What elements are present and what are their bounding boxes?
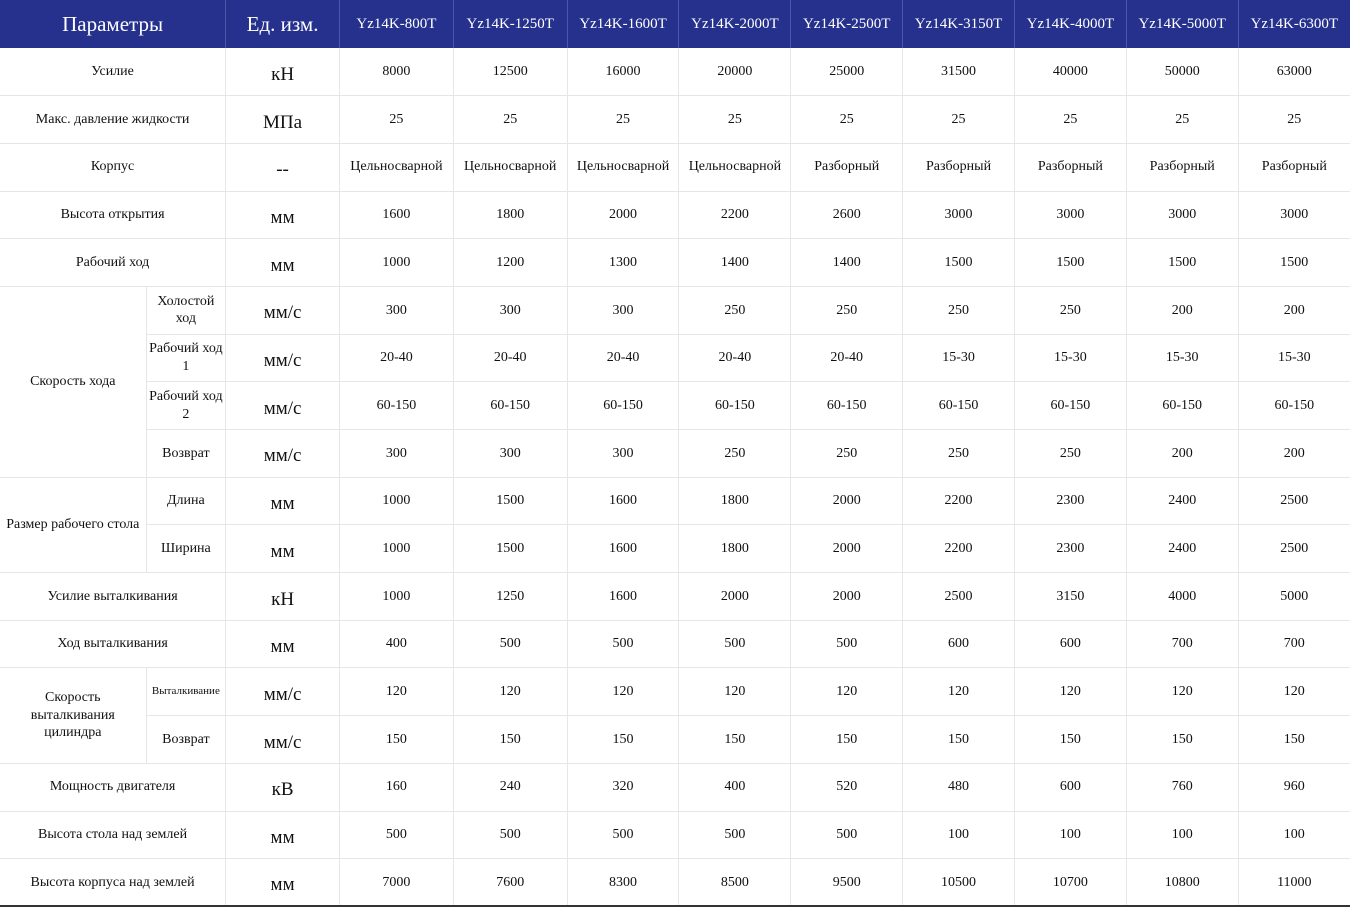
value-cell: 250 (903, 286, 1015, 334)
value-cell: 700 (1126, 620, 1238, 668)
unit-cell: мм (226, 811, 340, 859)
value-cell: 200 (1126, 286, 1238, 334)
value-cell: 11000 (1238, 859, 1350, 907)
value-cell: 2500 (1238, 477, 1350, 525)
value-cell: 300 (567, 286, 679, 334)
param-label: Высота стола над землей (0, 811, 226, 859)
value-cell: 1600 (339, 191, 453, 239)
value-cell: 60-150 (1014, 382, 1126, 430)
value-cell: 25000 (791, 48, 903, 96)
value-cell: 1300 (567, 239, 679, 287)
value-cell: 760 (1126, 763, 1238, 811)
value-cell: 150 (903, 716, 1015, 764)
value-cell: 120 (903, 668, 1015, 716)
value-cell: 60-150 (903, 382, 1015, 430)
value-cell: 4000 (1126, 573, 1238, 621)
value-cell: 20-40 (339, 334, 453, 382)
value-cell: 120 (679, 668, 791, 716)
table-row (0, 286, 1350, 334)
value-cell: 120 (1238, 668, 1350, 716)
value-cell: 2400 (1126, 477, 1238, 525)
value-cell: 2200 (903, 477, 1015, 525)
value-cell: 500 (567, 620, 679, 668)
value-cell: 10500 (903, 859, 1015, 907)
value-cell: 250 (679, 430, 791, 478)
value-cell: 250 (1014, 286, 1126, 334)
value-cell: Цельносварной (339, 143, 453, 191)
unit-cell: кН (226, 573, 340, 621)
value-cell: 20000 (679, 48, 791, 96)
value-cell: 15-30 (1014, 334, 1126, 382)
table-row (0, 525, 1350, 573)
unit-cell: мм (226, 191, 340, 239)
header-model: Yz14K-4000T (1014, 0, 1126, 48)
sub-param-label: Возврат (146, 430, 226, 478)
value-cell: 3150 (1014, 573, 1126, 621)
value-cell: 600 (903, 620, 1015, 668)
value-cell: 1000 (339, 573, 453, 621)
unit-cell: кВ (226, 763, 340, 811)
value-cell: 1200 (453, 239, 567, 287)
value-cell: 500 (679, 620, 791, 668)
unit-cell: мм/с (226, 668, 340, 716)
value-cell: 520 (791, 763, 903, 811)
value-cell: 2500 (903, 573, 1015, 621)
value-cell: 600 (1014, 620, 1126, 668)
value-cell: 1250 (453, 573, 567, 621)
value-cell: 2200 (679, 191, 791, 239)
value-cell: 150 (567, 716, 679, 764)
table-row (0, 477, 1350, 525)
value-cell: 2000 (791, 525, 903, 573)
value-cell: 2500 (1238, 525, 1350, 573)
header-parameters: Параметры (0, 0, 226, 48)
header-model: Yz14K-1600T (567, 0, 679, 48)
value-cell: 960 (1238, 763, 1350, 811)
param-label: Рабочий ход (0, 239, 226, 287)
value-cell: 150 (453, 716, 567, 764)
value-cell: 1500 (903, 239, 1015, 287)
value-cell: 20-40 (791, 334, 903, 382)
value-cell: 2300 (1014, 477, 1126, 525)
unit-cell: мм (226, 239, 340, 287)
param-label: Макс. давление жидкости (0, 96, 226, 144)
value-cell: Разборный (791, 143, 903, 191)
value-cell: 1000 (339, 477, 453, 525)
value-cell: 1400 (791, 239, 903, 287)
value-cell: 60-150 (679, 382, 791, 430)
value-cell: 25 (679, 96, 791, 144)
value-cell: 2300 (1014, 525, 1126, 573)
sub-param-label: Рабочий ход 2 (146, 382, 226, 430)
value-cell: 3000 (1014, 191, 1126, 239)
sub-param-label: Возврат (146, 716, 226, 764)
unit-cell: мм (226, 620, 340, 668)
sub-param-label: Длина (146, 477, 226, 525)
param-label: Корпус (0, 143, 226, 191)
value-cell: 500 (679, 811, 791, 859)
value-cell: 25 (791, 96, 903, 144)
value-cell: 3000 (903, 191, 1015, 239)
value-cell: 400 (339, 620, 453, 668)
value-cell: Разборный (1238, 143, 1350, 191)
table-row (0, 382, 1350, 430)
param-label: Усилие выталкивания (0, 573, 226, 621)
header-model: Yz14K-6300T (1238, 0, 1350, 48)
value-cell: 700 (1238, 620, 1350, 668)
unit-cell: мм (226, 859, 340, 907)
value-cell: 150 (791, 716, 903, 764)
value-cell: 1400 (679, 239, 791, 287)
table-row (0, 239, 1350, 287)
value-cell: 2200 (903, 525, 1015, 573)
value-cell: 2600 (791, 191, 903, 239)
value-cell: 250 (791, 430, 903, 478)
header-unit: Ед. изм. (226, 0, 340, 48)
value-cell: 500 (453, 811, 567, 859)
value-cell: 500 (567, 811, 679, 859)
value-cell: 1800 (679, 525, 791, 573)
value-cell: Цельносварной (567, 143, 679, 191)
value-cell: 200 (1238, 286, 1350, 334)
value-cell: 2000 (791, 477, 903, 525)
value-cell: 60-150 (1238, 382, 1350, 430)
value-cell: 20-40 (453, 334, 567, 382)
value-cell: 240 (453, 763, 567, 811)
value-cell: 15-30 (903, 334, 1015, 382)
value-cell: 25 (453, 96, 567, 144)
value-cell: 250 (903, 430, 1015, 478)
param-label: Размер рабочего стола (0, 477, 146, 572)
param-label: Высота открытия (0, 191, 226, 239)
param-label: Мощность двигателя (0, 763, 226, 811)
value-cell: 2000 (791, 573, 903, 621)
value-cell: 250 (1014, 430, 1126, 478)
value-cell: 120 (791, 668, 903, 716)
value-cell: 480 (903, 763, 1015, 811)
value-cell: 300 (339, 286, 453, 334)
value-cell: Разборный (903, 143, 1015, 191)
value-cell: 25 (339, 96, 453, 144)
unit-cell: мм/с (226, 716, 340, 764)
value-cell: 1800 (453, 191, 567, 239)
value-cell: 15-30 (1126, 334, 1238, 382)
value-cell: 1600 (567, 573, 679, 621)
value-cell: 120 (567, 668, 679, 716)
value-cell: 500 (453, 620, 567, 668)
unit-cell: мм/с (226, 430, 340, 478)
value-cell: 1600 (567, 525, 679, 573)
value-cell: 1500 (453, 477, 567, 525)
table-row (0, 143, 1350, 191)
value-cell: 300 (567, 430, 679, 478)
value-cell: 1000 (339, 239, 453, 287)
value-cell: 15-30 (1238, 334, 1350, 382)
table-row (0, 620, 1350, 668)
table-row (0, 668, 1350, 716)
sub-param-label: Холостой ход (146, 286, 226, 334)
header-model: Yz14K-2500T (791, 0, 903, 48)
value-cell: 600 (1014, 763, 1126, 811)
unit-cell: мм/с (226, 334, 340, 382)
value-cell: 400 (679, 763, 791, 811)
sub-param-label: Выталкивание (146, 668, 226, 716)
value-cell: 25 (903, 96, 1015, 144)
value-cell: 1600 (567, 477, 679, 525)
table-row (0, 334, 1350, 382)
value-cell: 3000 (1238, 191, 1350, 239)
value-cell: 300 (453, 430, 567, 478)
value-cell: 25 (1126, 96, 1238, 144)
value-cell: 20-40 (567, 334, 679, 382)
value-cell: 63000 (1238, 48, 1350, 96)
value-cell: 100 (1238, 811, 1350, 859)
value-cell: 150 (339, 716, 453, 764)
table-row (0, 96, 1350, 144)
value-cell: 7000 (339, 859, 453, 907)
value-cell: 60-150 (453, 382, 567, 430)
table-row (0, 430, 1350, 478)
header-model: Yz14K-800T (339, 0, 453, 48)
value-cell: 120 (1014, 668, 1126, 716)
header-model: Yz14K-3150T (903, 0, 1015, 48)
sub-param-label: Ширина (146, 525, 226, 573)
value-cell: 500 (791, 620, 903, 668)
value-cell: 150 (1014, 716, 1126, 764)
value-cell: 31500 (903, 48, 1015, 96)
table-row (0, 191, 1350, 239)
value-cell: 25 (1238, 96, 1350, 144)
table-row (0, 716, 1350, 764)
value-cell: Разборный (1014, 143, 1126, 191)
unit-cell: кН (226, 48, 340, 96)
value-cell: 100 (903, 811, 1015, 859)
value-cell: 500 (791, 811, 903, 859)
value-cell: 7600 (453, 859, 567, 907)
param-label: Ход выталкивания (0, 620, 226, 668)
value-cell: 25 (567, 96, 679, 144)
value-cell: 200 (1126, 430, 1238, 478)
value-cell: 25 (1014, 96, 1126, 144)
unit-cell: мм (226, 525, 340, 573)
param-label: Высота корпуса над землей (0, 859, 226, 907)
table-row (0, 763, 1350, 811)
value-cell: 60-150 (1126, 382, 1238, 430)
value-cell: 12500 (453, 48, 567, 96)
header-row (0, 0, 1350, 48)
value-cell: 2000 (567, 191, 679, 239)
value-cell: 120 (1126, 668, 1238, 716)
table-row (0, 811, 1350, 859)
value-cell: 50000 (1126, 48, 1238, 96)
header-model: Yz14K-5000T (1126, 0, 1238, 48)
unit-cell: мм/с (226, 382, 340, 430)
value-cell: 1500 (453, 525, 567, 573)
table-row (0, 48, 1350, 96)
param-label: Скорость хода (0, 286, 146, 477)
value-cell: 20-40 (679, 334, 791, 382)
value-cell: 60-150 (567, 382, 679, 430)
value-cell: 150 (1238, 716, 1350, 764)
value-cell: 2000 (679, 573, 791, 621)
value-cell: 60-150 (339, 382, 453, 430)
value-cell: 150 (679, 716, 791, 764)
header-model: Yz14K-2000T (679, 0, 791, 48)
value-cell: 10800 (1126, 859, 1238, 907)
unit-cell: МПа (226, 96, 340, 144)
value-cell: 1500 (1014, 239, 1126, 287)
value-cell: 100 (1126, 811, 1238, 859)
value-cell: 200 (1238, 430, 1350, 478)
value-cell: 5000 (1238, 573, 1350, 621)
value-cell: 40000 (1014, 48, 1126, 96)
table-row (0, 859, 1350, 907)
value-cell: 2400 (1126, 525, 1238, 573)
value-cell: 120 (339, 668, 453, 716)
value-cell: 120 (453, 668, 567, 716)
header-model: Yz14K-1250T (453, 0, 567, 48)
value-cell: 160 (339, 763, 453, 811)
value-cell: 10700 (1014, 859, 1126, 907)
value-cell: 1000 (339, 525, 453, 573)
value-cell: 150 (1126, 716, 1238, 764)
value-cell: 250 (679, 286, 791, 334)
value-cell: Разборный (1126, 143, 1238, 191)
value-cell: 9500 (791, 859, 903, 907)
sub-param-label: Рабочий ход 1 (146, 334, 226, 382)
value-cell: 1500 (1126, 239, 1238, 287)
value-cell: 250 (791, 286, 903, 334)
value-cell: 8000 (339, 48, 453, 96)
value-cell: 300 (339, 430, 453, 478)
value-cell: 500 (339, 811, 453, 859)
value-cell: 1800 (679, 477, 791, 525)
value-cell: 3000 (1126, 191, 1238, 239)
unit-cell: мм (226, 477, 340, 525)
value-cell: 320 (567, 763, 679, 811)
param-label: Усилие (0, 48, 226, 96)
param-label: Скорость выталкивания цилиндра (0, 668, 146, 763)
value-cell: Цельносварной (679, 143, 791, 191)
unit-cell: мм/с (226, 286, 340, 334)
value-cell: 16000 (567, 48, 679, 96)
value-cell: 300 (453, 286, 567, 334)
value-cell: 1500 (1238, 239, 1350, 287)
value-cell: 60-150 (791, 382, 903, 430)
value-cell: Цельносварной (453, 143, 567, 191)
table-row (0, 573, 1350, 621)
value-cell: 8500 (679, 859, 791, 907)
value-cell: 8300 (567, 859, 679, 907)
value-cell: 100 (1014, 811, 1126, 859)
unit-cell: -- (226, 143, 340, 191)
